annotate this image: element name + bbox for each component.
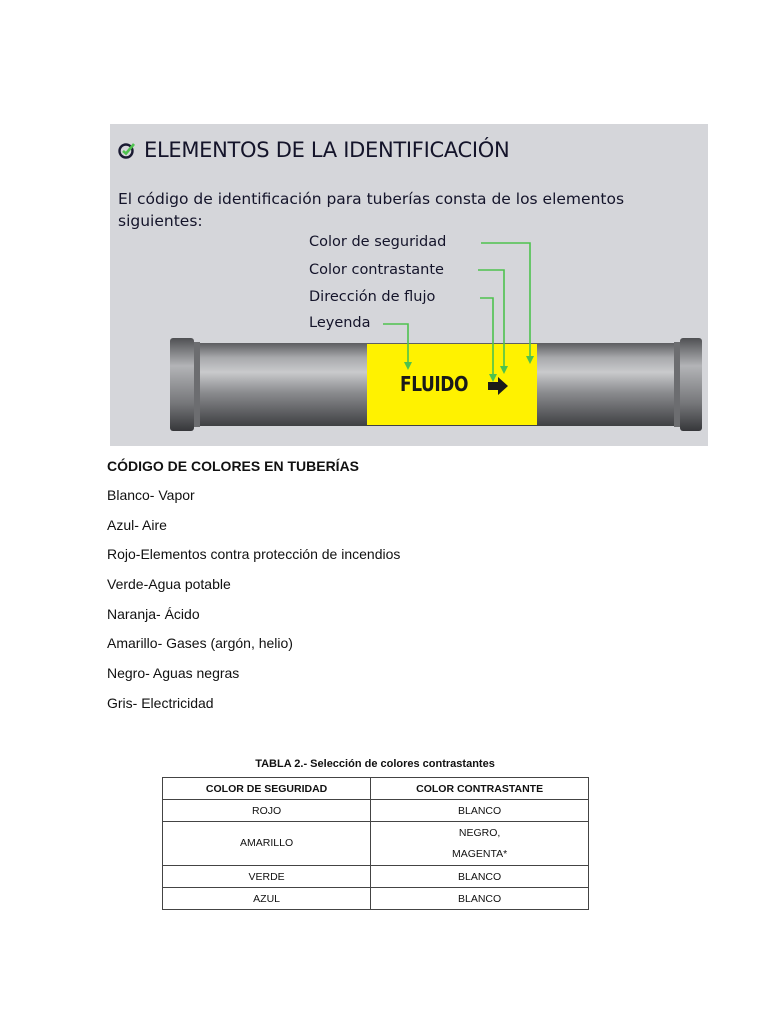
contrast-colors-table [162, 777, 589, 910]
table-cell: BLANCO [371, 866, 589, 888]
list-item: Naranja- Ácido [107, 605, 200, 622]
callout-contrast-color: Color contrastante [309, 262, 444, 278]
band-legend-text: FLUIDO [400, 372, 468, 396]
callout-safety-color: Color de seguridad [309, 234, 447, 250]
column-header-safety-color: COLOR DE SEGURIDAD [163, 778, 371, 800]
table-cell: BLANCO [371, 800, 589, 822]
list-item: Verde-Agua potable [107, 576, 231, 593]
figure-title-text: ELEMENTOS DE LA IDENTIFICACIÓN [144, 138, 510, 162]
table-cell: VERDE [163, 866, 371, 888]
callout-flow-direction: Dirección de flujo [309, 289, 436, 305]
callout-legend: Leyenda [309, 315, 371, 331]
table-row [163, 888, 589, 910]
list-item: Rojo-Elementos contra protección de incendios [107, 546, 401, 563]
table-cell: AZUL [163, 888, 371, 910]
list-item: Blanco- Vapor [107, 487, 195, 503]
color-code-list [107, 487, 400, 725]
table-cell: AMARILLO [163, 822, 371, 866]
figure-intro-text: El código de identificación para tuberías consta de los elementos siguientes: [118, 190, 625, 230]
table-row [163, 822, 589, 866]
table-cell-line: MAGENTA* [451, 847, 508, 860]
table-cell: BLANCO [371, 888, 589, 910]
table-cell: ROJO [163, 800, 371, 822]
section-title: CÓDIGO DE COLORES EN TUBERÍAS [107, 458, 360, 474]
figure-title [118, 138, 509, 162]
pipe-identification-figure [110, 124, 708, 446]
table-cell-line: NEGRO, [458, 826, 501, 839]
list-item: Amarillo- Gases (argón, helio) [107, 635, 293, 652]
table-header-row [163, 778, 589, 800]
list-item: Azul- Aire [107, 516, 167, 533]
list-item: Negro- Aguas negras [107, 665, 240, 682]
pipe-illustration [110, 124, 708, 446]
column-header-contrast-color: COLOR CONTRASTANTE [371, 778, 589, 800]
table-row [163, 866, 589, 888]
list-item: Gris- Electricidad [107, 694, 214, 711]
table-cell-multiline [371, 822, 589, 866]
check-circle-icon [118, 141, 136, 159]
table-row [163, 800, 589, 822]
table-caption: TABLA 2.- Selección de colores contrastantes [255, 758, 495, 770]
